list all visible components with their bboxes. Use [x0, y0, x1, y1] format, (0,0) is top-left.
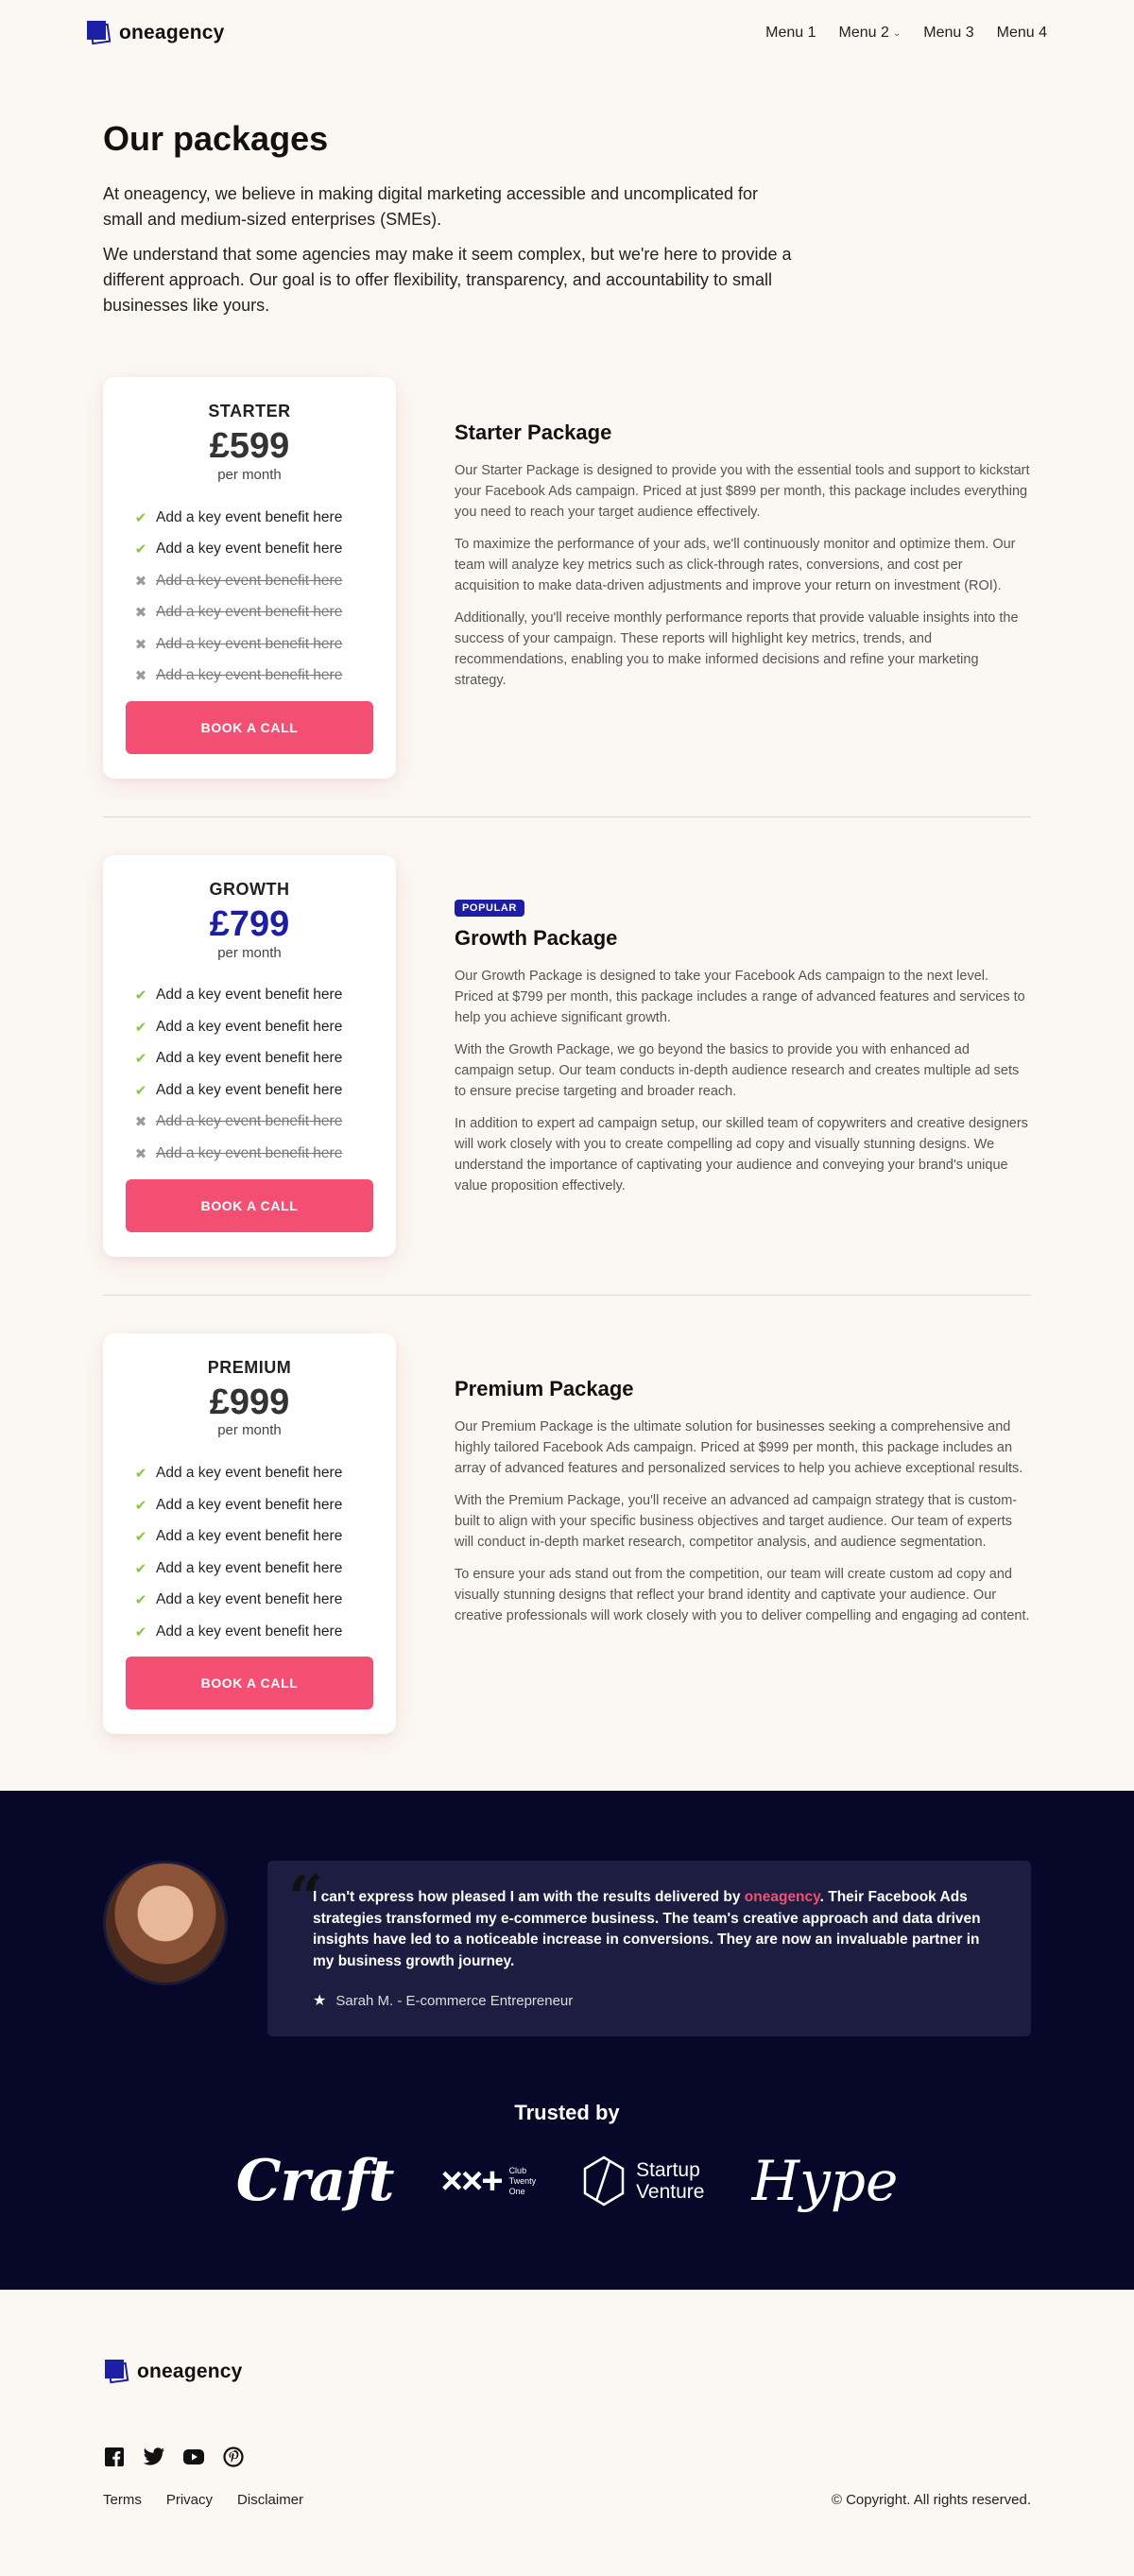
brand-name: oneagency	[119, 22, 225, 43]
nav-label: Menu 1	[765, 25, 816, 41]
check-icon: ✔	[134, 1592, 147, 1609]
benefit-text: Add a key event benefit here	[156, 667, 343, 684]
benefit-item	[133, 1138, 373, 1170]
benefit-item	[133, 1011, 373, 1043]
benefit-text: Add a key event benefit here	[156, 987, 343, 1004]
benefit-text: Add a key event benefit here	[156, 1113, 343, 1130]
package-heading: Premium Package	[455, 1376, 634, 1400]
nav-menu-2[interactable]	[838, 25, 901, 42]
footer-brand-logo[interactable]	[103, 2358, 1031, 2386]
package-row-premium	[103, 1295, 1031, 1773]
check-icon: ✔	[134, 1051, 147, 1068]
package-description: To ensure your ads stand out from the competition, our team will create custom ad copy and visually stunning designs that reflect your brand identity and captivate your audience. Our creative professionals will work closely with you to deliver compelling and engaging ad content.	[455, 1566, 1030, 1623]
benefit-text: Add a key event benefit here	[156, 1559, 343, 1576]
package-tier: GROWTH	[209, 879, 290, 899]
benefit-item	[133, 980, 373, 1012]
nav-menu-4[interactable]	[997, 25, 1047, 42]
footer-link-privacy[interactable]: Privacy	[165, 2492, 214, 2509]
testimonial-quote	[313, 1887, 993, 1972]
trusted-title: Trusted by	[514, 2101, 620, 2125]
cross-icon: ✖	[134, 1145, 147, 1162]
package-description: To maximize the performance of your ads, we'll continuously monitor and optimize them. Our team will analyze key metrics such as click-through rates, conversions, and cost per acquisition to make data-driven adjustments and improve your return on investment (ROI).	[455, 537, 1016, 593]
cross-icon: ✖	[134, 605, 147, 622]
package-row-growth	[103, 816, 1031, 1295]
benefit-text: Add a key event benefit here	[156, 1623, 343, 1640]
benefit-text: Add a key event benefit here	[156, 1144, 343, 1161]
package-description: With the Premium Package, you'll receive an advanced ad campaign strategy that is custom-built to align with your specific business objectives and target audience. Our team of experts will conduct in-depth market research, competitor analysis, and audience segmentation.	[455, 1492, 1018, 1550]
check-icon: ✔	[134, 1497, 147, 1514]
cross-icon: ✖	[134, 1114, 147, 1131]
package-heading: Growth Package	[455, 925, 618, 950]
footer-link-disclaimer[interactable]: Disclaimer	[237, 2492, 304, 2509]
benefit-item	[133, 502, 373, 534]
benefit-text: Add a key event benefit here	[156, 1050, 343, 1067]
quote-brand-highlight: oneagency	[744, 1889, 820, 1906]
brand-mark-icon	[103, 2358, 129, 2386]
package-price: £599	[209, 426, 290, 466]
facebook-icon[interactable]	[103, 2447, 126, 2467]
package-list	[103, 377, 1031, 1772]
intro-section	[0, 66, 1134, 318]
intro-paragraph: We understand that some agencies may make it seem complex, but we're here to provide a different approach. Our goal is to offer flexibility, transparency, and accountability to small businesses like yours.	[103, 245, 792, 315]
benefit-text: Add a key event benefit here	[156, 1496, 343, 1513]
cross-icon: ✖	[134, 636, 147, 653]
quote-box	[267, 1861, 1031, 2036]
check-icon: ✔	[134, 1623, 147, 1640]
book-a-call-button[interactable]: BOOK A CALL	[126, 701, 373, 754]
quote-text: . Their Facebook Ads strategies transformed my e-commerce business. The team's creative approach and data driven insights have led to a noticeable increase in conversions. They are now an invaluable partner in my business growth journey.	[313, 1889, 981, 1969]
package-description: Our Growth Package is designed to take your Facebook Ads campaign to the next level. Priced at $799 per month, this package includes a range of advanced features and services to help you achieve significant growth.	[455, 968, 1025, 1025]
nav-menu-3[interactable]	[923, 25, 973, 42]
nav-label: Menu 4	[996, 25, 1047, 41]
benefit-item	[133, 1584, 373, 1616]
footer-bottom	[103, 2492, 1031, 2508]
testimonial	[103, 1861, 1031, 2036]
benefit-item	[133, 1489, 373, 1521]
quote-text: I can't express how pleased I am with the results delivered by	[313, 1889, 745, 1906]
package-tier: STARTER	[208, 402, 291, 421]
brand-logo[interactable]	[85, 19, 225, 47]
author-name: Sarah M. - E-commerce Entrepreneur	[335, 1992, 574, 2009]
check-icon: ✔	[134, 541, 147, 558]
check-icon: ✔	[134, 987, 147, 1005]
price-period: per month	[217, 466, 282, 483]
brand-mark-icon	[85, 19, 112, 47]
benefit-text: Add a key event benefit here	[156, 508, 343, 525]
hexagon-icon	[583, 2155, 625, 2207]
benefit-list	[126, 502, 373, 692]
site-footer	[0, 2290, 1134, 2574]
benefit-text: Add a key event benefit here	[156, 1018, 343, 1035]
check-icon: ✔	[134, 1560, 147, 1577]
testimonial-author	[313, 1991, 993, 2010]
club-logo-text: Club Twenty One	[508, 2165, 537, 2196]
intro-paragraph: At oneagency, we believe in making digital marketing accessible and uncomplicated for small and medium-sized enterprises (SMEs).	[103, 184, 759, 229]
benefit-item	[133, 1520, 373, 1553]
book-a-call-button[interactable]: BOOK A CALL	[126, 1657, 373, 1709]
startup-venture-text: Startup Venture	[636, 2159, 705, 2204]
check-icon: ✔	[134, 1466, 147, 1483]
package-row-starter	[103, 377, 1031, 816]
benefit-item	[133, 1107, 373, 1139]
client-logos	[103, 2148, 1031, 2214]
cross-icon: ✖	[134, 668, 147, 685]
nav-menu-1[interactable]	[765, 25, 816, 42]
benefit-text: Add a key event benefit here	[156, 1591, 343, 1608]
benefit-text: Add a key event benefit here	[156, 1465, 343, 1482]
pricing-card	[103, 855, 396, 1257]
star-icon: ★	[313, 1993, 327, 2010]
benefit-text: Add a key event benefit here	[156, 604, 343, 621]
price-period: per month	[217, 944, 282, 961]
check-icon: ✔	[134, 1529, 147, 1546]
benefit-item	[133, 533, 373, 565]
pinterest-icon[interactable]	[222, 2447, 245, 2467]
testimonial-section	[0, 1791, 1134, 2290]
quote-mark-icon: “	[288, 1863, 323, 1934]
benefit-item	[133, 660, 373, 692]
package-price: £999	[209, 1382, 290, 1422]
package-description: Our Premium Package is the ultimate solution for businesses seeking a comprehensive and highly tailored Facebook Ads campaign. Priced at $999 per month, this package includes an array of advanced features and personalized services to help you achieve exceptional results.	[455, 1418, 1023, 1476]
book-a-call-button[interactable]: BOOK A CALL	[126, 1179, 373, 1232]
club-logo-mark: ××+	[440, 2159, 502, 2202]
package-heading: Starter Package	[455, 421, 612, 444]
benefit-item	[133, 1043, 373, 1075]
pricing-card	[103, 377, 396, 779]
check-icon: ✔	[134, 1019, 147, 1036]
youtube-icon[interactable]	[182, 2447, 205, 2467]
avatar	[103, 1861, 228, 1985]
hype-logo: Hype	[751, 2149, 899, 2214]
package-details	[455, 1333, 1031, 1638]
package-description: In addition to expert ad campaign setup, our skilled team of copywriters and creative designers will work closely with you to create compelling ad copy and visually stunning designs. We understand the importance of captivating your audience and conveying your brand's unique value proposition effectively.	[455, 1115, 1028, 1194]
craft-logo: Craft	[235, 2148, 394, 2215]
benefit-text: Add a key event benefit here	[156, 1081, 343, 1098]
packages-section	[0, 328, 1134, 1772]
package-details	[455, 855, 1031, 1208]
package-details	[455, 377, 1031, 702]
check-icon: ✔	[134, 509, 147, 526]
check-icon: ✔	[134, 1082, 147, 1099]
startup-venture-logo	[583, 2155, 704, 2207]
social-links	[103, 2447, 1031, 2467]
trusted-by	[103, 2101, 1031, 2214]
twitter-icon[interactable]	[143, 2447, 165, 2467]
footer-links	[103, 2492, 303, 2508]
popular-badge: POPULAR	[455, 900, 524, 917]
benefit-item	[133, 1457, 373, 1489]
benefit-text: Add a key event benefit here	[156, 572, 343, 589]
footer-link-terms[interactable]: Terms	[103, 2492, 142, 2509]
package-price: £799	[209, 903, 290, 944]
benefit-item	[133, 1553, 373, 1585]
nav-label: Menu 3	[923, 25, 974, 41]
package-description: Additionally, you'll receive monthly performance reports that provide valuable insights into the success of your campaign. These reports will highlight key metrics, trends, and recommendations, enabling you to make informed decisions and refine your marketing strategy.	[455, 610, 1019, 688]
price-period: per month	[217, 1422, 282, 1439]
benefit-item	[133, 596, 373, 628]
benefit-list	[126, 1457, 373, 1647]
site-header	[0, 0, 1134, 66]
benefit-item	[133, 1616, 373, 1648]
package-description: Our Starter Package is designed to provide you with the essential tools and support to kickstart your Facebook Ads campaign. Priced at just $899 per month, this package includes everything you need to reach your target audience effectively.	[455, 463, 1030, 520]
benefit-item	[133, 565, 373, 597]
brand-name: oneagency	[137, 2361, 243, 2383]
benefit-list	[126, 980, 373, 1170]
benefit-text: Add a key event benefit here	[156, 1528, 343, 1545]
benefit-text: Add a key event benefit here	[156, 541, 343, 558]
cross-icon: ✖	[134, 573, 147, 590]
main-nav	[765, 25, 1047, 42]
pricing-card	[103, 1333, 396, 1735]
nav-label: Menu 2	[838, 25, 889, 41]
club-twenty-one-logo	[440, 2160, 536, 2203]
copyright: © Copyright. All rights reserved.	[831, 2492, 1031, 2509]
package-description: With the Growth Package, we go beyond the basics to provide you with enhanced ad campaign setup. Our team conducts in-depth audience research and creates multiple ad sets to ensure precise targeting and broader reach.	[455, 1041, 1020, 1099]
page-title: Our packages	[103, 119, 329, 158]
benefit-item	[133, 628, 373, 661]
benefit-item	[133, 1074, 373, 1107]
package-tier: PREMIUM	[207, 1357, 292, 1377]
chevron-down-icon: ⌄	[892, 27, 902, 39]
benefit-text: Add a key event benefit here	[156, 635, 343, 652]
